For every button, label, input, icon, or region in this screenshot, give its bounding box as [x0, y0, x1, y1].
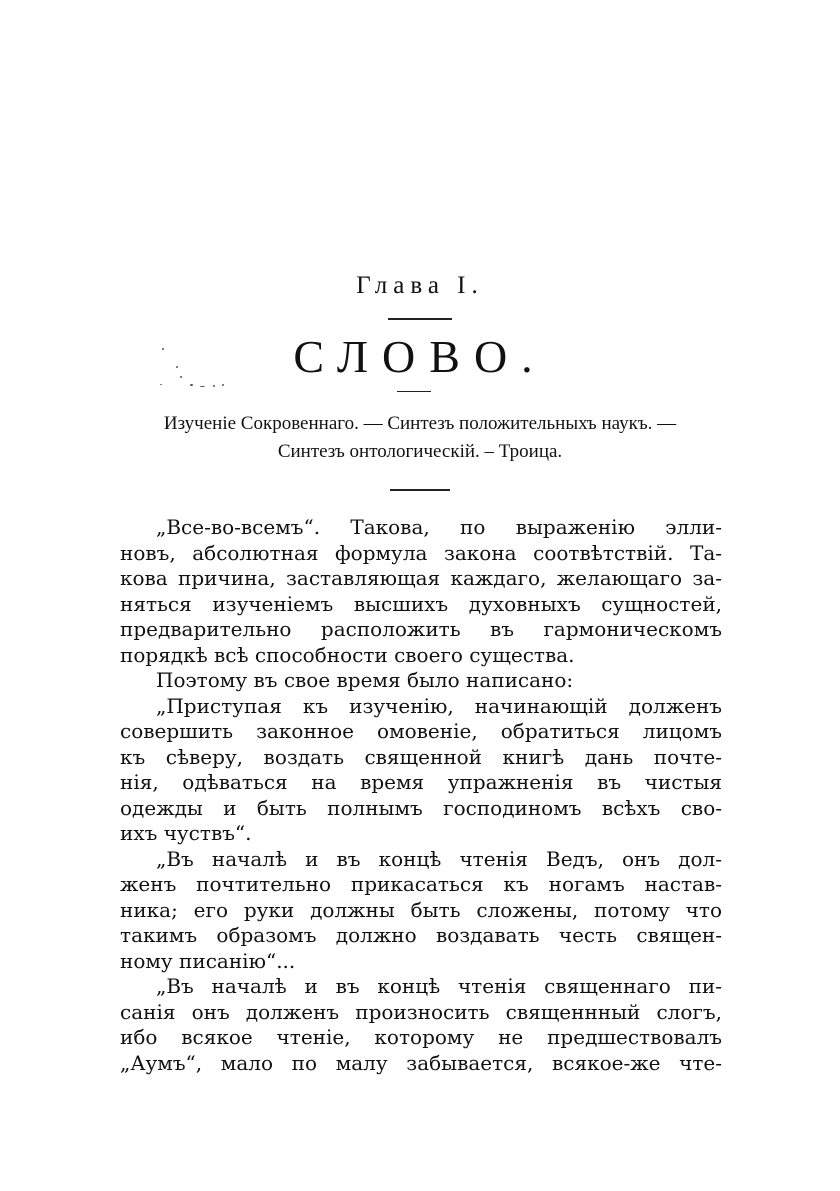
text-line: такимъ образомъ должно воздавать честь священ-	[120, 923, 722, 947]
print-speck	[160, 384, 162, 385]
text-line: кова причина, заставляющая каждаго, желающаго за-	[120, 566, 722, 590]
print-speck	[190, 384, 193, 386]
text-line: ника; его руки должны быть сложены, потому что	[120, 897, 722, 922]
text-line: няться изученіемъ высшихъ духовныхъ сущностей,	[120, 591, 722, 616]
print-speck	[222, 384, 224, 386]
text-line: предварительно расположить въ гармоническомъ	[120, 617, 722, 641]
text-line: женъ почтительно прикасаться къ ногамъ настав-	[120, 872, 722, 896]
print-speck	[162, 348, 164, 350]
text-line: „Приступая къ изученію, начинающій долженъ	[156, 693, 722, 718]
text-line: Поэтому въ свое время было написано:	[156, 668, 574, 692]
divider-rule-short	[397, 391, 431, 392]
text-line: ному писанію“...	[120, 948, 296, 973]
print-speck	[213, 385, 215, 387]
text-line: новъ, абсолютная формула закона соотвѣтствій. Та-	[120, 540, 722, 565]
chapter-label: Глава I.	[356, 272, 484, 299]
text-line: „Аумъ“, мало по малу забывается, всякое-же чте-	[120, 1050, 722, 1075]
text-line: къ сѣверу, воздать священной книгѣ дань почте-	[120, 744, 722, 769]
text-line: ихъ чуствъ“.	[120, 821, 252, 845]
text-line: одежды и быть полнымъ господиномъ всѣхъ сво-	[120, 795, 722, 820]
text-line: ибо всякое чтеніе, которому не предшествовалъ	[120, 1025, 722, 1049]
chapter-summary-line: Изученіе Сокровеннаго. — Синтезъ положительныхъ наукъ. —	[163, 413, 677, 434]
chapter-summary-line: Синтезъ онтологическій. – Троица.	[277, 441, 563, 462]
print-speck	[200, 386, 205, 387]
chapter-title: СЛОВО.	[293, 331, 547, 382]
text-line: порядкѣ всѣ способности своего существа.	[120, 642, 575, 667]
text-line: совершить законное омовеніе, обратиться лицомъ	[120, 719, 722, 743]
divider-rule-top	[388, 318, 452, 320]
text-line: санія онъ долженъ произносить священнный слогъ,	[120, 999, 722, 1024]
divider-rule-bottom	[390, 489, 450, 491]
text-line: „Все-во-всемъ“. Такова, по выраженію элли-	[156, 515, 722, 539]
text-line: нія, одѣваться на время упражненія въ чистыя	[120, 770, 722, 794]
chapter-body	[120, 515, 722, 1076]
print-speck	[176, 366, 178, 368]
chapter-summary	[100, 410, 740, 466]
text-line: „Въ началѣ и въ концѣ чтенія Ведъ, онъ дол-	[156, 846, 722, 871]
print-speck	[180, 376, 182, 378]
text-line: „Въ началѣ и въ концѣ чтенія священнаго пи-	[156, 974, 722, 998]
